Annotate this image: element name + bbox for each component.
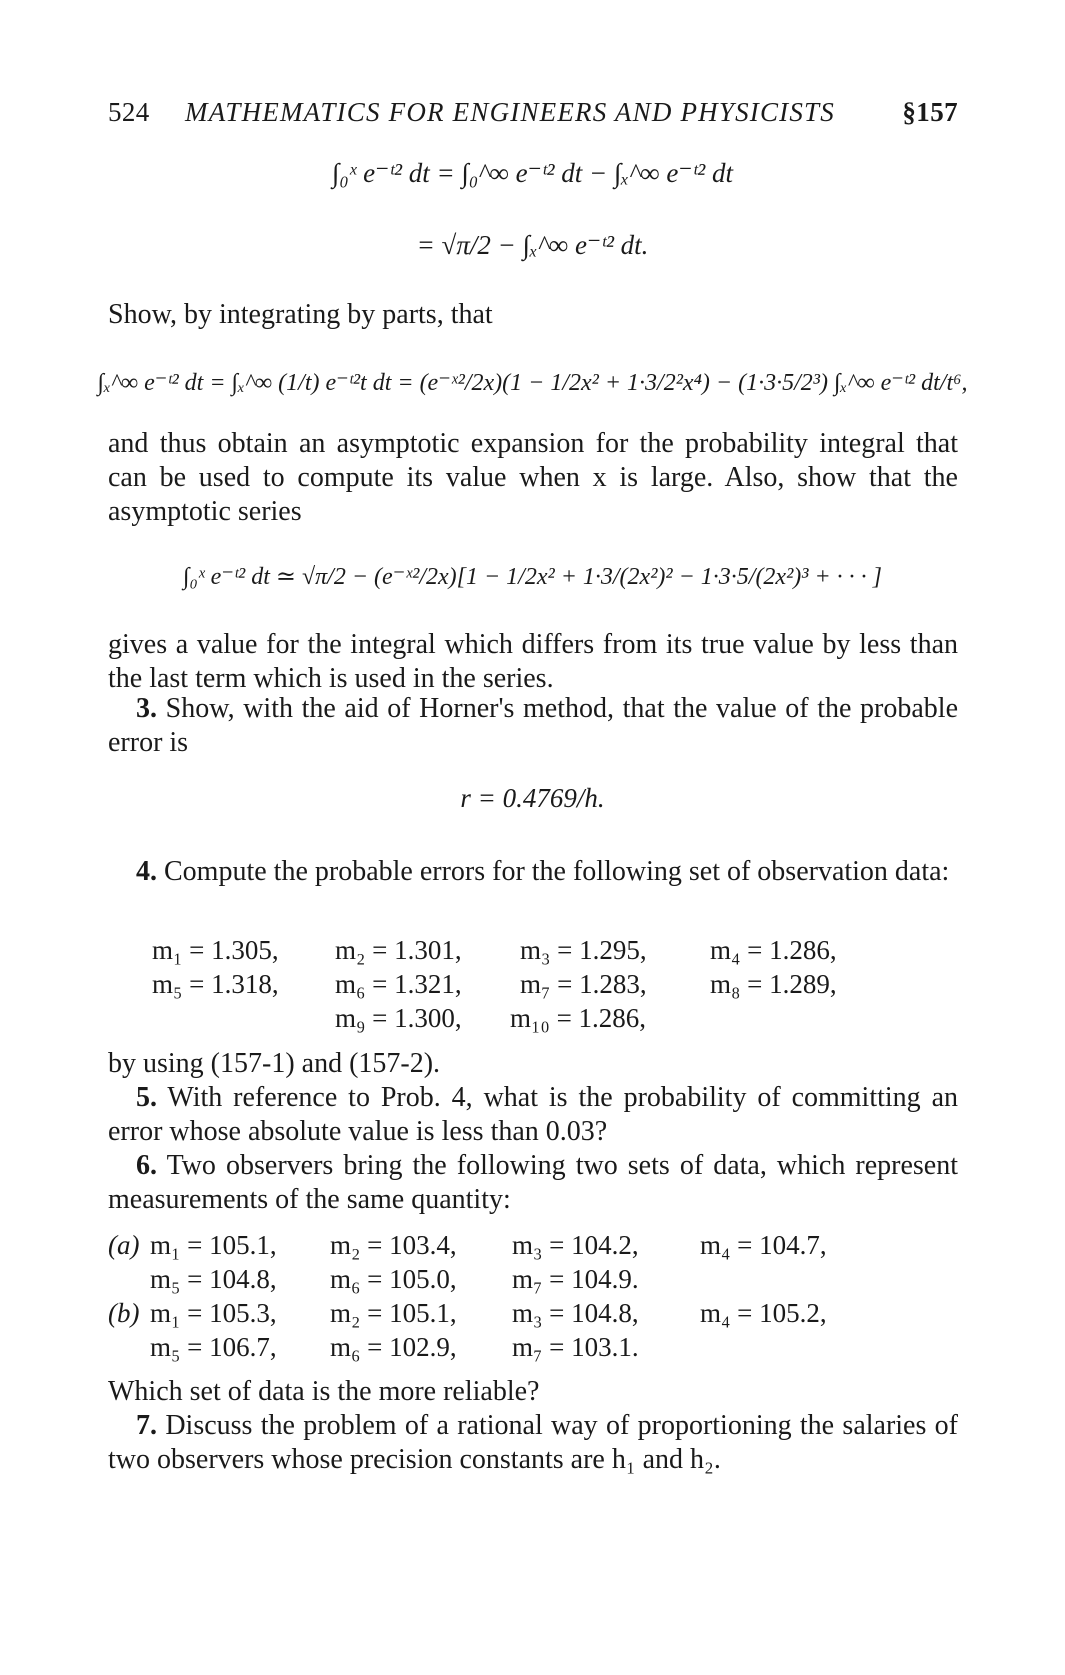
data-cell: m₅ = 104.8, <box>150 1264 277 1294</box>
problem-7 <box>108 1409 958 1477</box>
equation-3: ∫₀ˣ e⁻ᵗ² dt ≃ √π/2 − (e⁻ˣ²/2x)[1 − 1/2x² + 1·3/(2x²)² − 1·3·5/(2x²)³ + · · · ] <box>182 564 883 590</box>
problem-4-number: 4. <box>136 856 157 887</box>
data-row <box>0 1230 1065 1266</box>
data-cell: m₆ = 105.0, <box>330 1264 457 1294</box>
equation-1-line-2: = √π/2 − ∫ₓ^∞ e⁻ᵗ² dt. <box>416 230 649 260</box>
data-cell: m₂ = 103.4, <box>330 1230 457 1260</box>
problem-5-text: With reference to Prob. 4, what is the probability of committing an error whose absolute value is less than 0.03? <box>108 1082 959 1147</box>
data-cell: m₁ = 105.1, <box>150 1230 277 1260</box>
data-cell: m₆ = 102.9, <box>330 1332 457 1362</box>
problem-3-text: Show, with the aid of Horner's method, that the value of the probable error is <box>108 693 959 758</box>
problem-3 <box>108 692 958 760</box>
set-a-label: (a) <box>108 1230 140 1260</box>
data-row <box>0 1264 1065 1300</box>
data-cell: m₇ = 104.9. <box>512 1264 639 1294</box>
data-cell: m₇ = 1.283, <box>520 969 647 999</box>
paragraph-asymptotic-expansion: and thus obtain an asymptotic expansion for the probability integral that can be used to compute its value when x is large. Also, show that the asymptotic series <box>108 428 958 527</box>
data-cell: m₄ = 105.2, <box>700 1298 827 1328</box>
problem-6-text: Two observers bring the following two sets of data, which represent measurements of the same quantity: <box>108 1150 958 1215</box>
problem-4 <box>108 855 958 889</box>
problem-6-number: 6. <box>136 1150 157 1181</box>
problem-3-number: 3. <box>136 693 157 724</box>
data-cell: m₄ = 104.7, <box>700 1230 827 1260</box>
equation-2: ∫ₓ^∞ e⁻ᵗ² dt = ∫ₓ^∞ (1/t) e⁻ᵗ²t dt = (e⁻ˣ²/2x)(1 − 1/2x² + 1·3/2²x⁴) − (1·3·5/2³) ∫ₓ^∞ e⁻ᵗ² dt/t⁶, <box>97 370 968 396</box>
running-header <box>108 97 958 137</box>
running-title: MATHEMATICS FOR ENGINEERS AND PHYSICISTS <box>185 97 835 127</box>
data-cell: m₃ = 104.8, <box>512 1298 639 1328</box>
data-cell: m₂ = 1.301, <box>335 935 462 965</box>
data-row <box>0 969 1065 1005</box>
data-cell: m₃ = 104.2, <box>512 1230 639 1260</box>
equation-probable-error: r = 0.4769/h. <box>460 783 605 813</box>
data-cell: m₄ = 1.286, <box>710 935 837 965</box>
data-row <box>0 1003 1065 1039</box>
data-cell: m₅ = 106.7, <box>150 1332 277 1362</box>
problem-5 <box>108 1081 958 1149</box>
section-number: §157 <box>902 97 958 127</box>
problem-7-number: 7. <box>136 1410 157 1441</box>
data-cell: m₆ = 1.321, <box>335 969 462 999</box>
page-number: 524 <box>108 97 150 127</box>
data-cell: m₃ = 1.295, <box>520 935 647 965</box>
problem-7-text: Discuss the problem of a rational way of proportioning the salaries of two observers whose precision constants are h₁ and h₂. <box>108 1410 959 1475</box>
data-cell: m₁ = 105.3, <box>150 1298 277 1328</box>
data-row <box>0 1298 1065 1334</box>
problem-4-text: Compute the probable errors for the following set of observation data: <box>164 856 950 887</box>
paragraph-integrate-by-parts: Show, by integrating by parts, that <box>108 299 493 330</box>
data-cell: m₉ = 1.300, <box>335 1003 462 1033</box>
set-b-label: (b) <box>108 1298 140 1328</box>
data-row <box>0 1332 1065 1368</box>
data-row <box>0 935 1065 971</box>
paragraph-which-reliable: Which set of data is the more reliable? <box>108 1376 540 1407</box>
data-cell: m₁₀ = 1.286, <box>510 1003 647 1033</box>
data-cell: m₅ = 1.318, <box>152 969 279 999</box>
data-cell: m₈ = 1.289, <box>710 969 837 999</box>
equation-1-line-1: ∫₀ˣ e⁻ᵗ² dt = ∫₀^∞ e⁻ᵗ² dt − ∫ₓ^∞ e⁻ᵗ² dt <box>331 158 734 188</box>
data-cell: m₂ = 105.1, <box>330 1298 457 1328</box>
problem-5-number: 5. <box>136 1082 157 1113</box>
problem-6 <box>108 1149 958 1217</box>
data-cell: m₇ = 103.1. <box>512 1332 639 1362</box>
data-cell: m₁ = 1.305, <box>152 935 279 965</box>
paragraph-using-equations: by using (157-1) and (157-2). <box>108 1048 441 1079</box>
paragraph-series-bound: gives a value for the integral which differs from its true value by less than the last term which is used in the series. <box>108 629 958 694</box>
